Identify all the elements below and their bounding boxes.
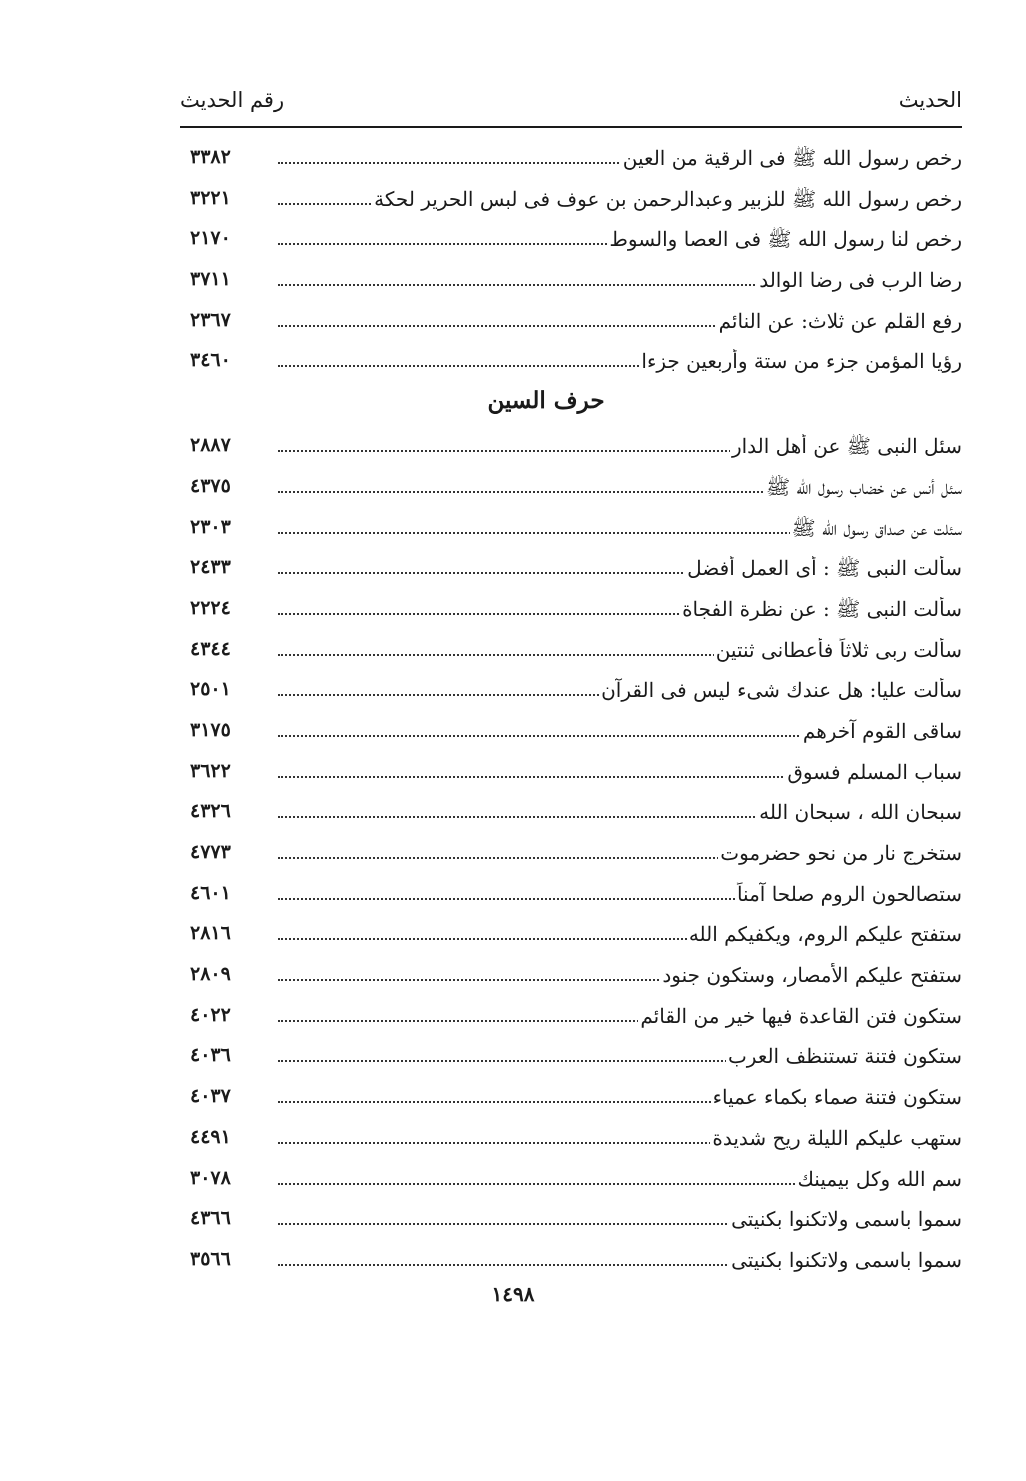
hadith-number: ٢٣٦٧	[190, 308, 231, 331]
hadith-number: ٣٥٦٦	[190, 1247, 231, 1270]
hadith-text: سألت ربى ثلاثاً فأعطانى ثنتين	[715, 637, 962, 662]
hadith-number: ٤٤٩١	[190, 1125, 231, 1148]
hadith-text: سموا باسمى ولاتكنوا بكنيتى	[731, 1247, 962, 1272]
hadith-text: سئل أنس عن خضاب رسول الله ﷺ	[764, 475, 962, 504]
hadith-text: ستكون فتنة صماء بكماء عمياء	[712, 1085, 962, 1110]
hadith-number: ٢٢٢٤	[190, 596, 231, 619]
list-item	[190, 998, 962, 1039]
hadith-text: رفع القلم عن ثلاث: عن النائم	[718, 308, 962, 333]
list-item	[190, 262, 962, 303]
hadith-number: ٢٤٣٣	[190, 556, 231, 579]
list-item	[190, 550, 962, 591]
hadith-number: ٢٣٠٣	[190, 515, 231, 538]
list-item	[190, 1201, 962, 1242]
list-item	[190, 632, 962, 673]
hadith-number: ٣١٧٥	[190, 718, 231, 741]
hadith-text: رخص لنا رسول الله ﷺ فى العصا والسوط	[607, 227, 962, 256]
hadith-text: سئل النبى ﷺ عن أهل الدار	[730, 434, 962, 463]
list-item	[190, 469, 962, 510]
hadith-text: ستفتح عليكم الأمصار، وستكون جنود	[662, 963, 962, 988]
list-item	[190, 916, 962, 957]
section-heading: حرف السين	[487, 387, 605, 415]
hadith-text: رضا الرب فى رضا الوالد	[759, 268, 962, 293]
hadith-text: سباب المسلم فسوق	[787, 759, 962, 784]
hadith-text: ستكون فتن القاعدة فيها خير من القائم	[640, 1003, 962, 1028]
list-item	[190, 835, 962, 876]
hadith-number: ٣٢٢١	[190, 186, 231, 209]
hadith-text: ساقى القوم آخرهم	[802, 718, 962, 743]
hadith-number: ٣٦٢٢	[190, 759, 231, 782]
list-item	[190, 1079, 962, 1120]
hadith-number: ٤٧٧٣	[190, 841, 231, 863]
hadith-index-list	[190, 140, 962, 1283]
page-header	[180, 84, 962, 128]
list-item	[190, 957, 962, 998]
hadith-text: رخص رسول الله ﷺ للزبير وعبدالرحمن بن عوف فى لبس الحرير لحكة	[372, 187, 962, 216]
list-item	[190, 140, 962, 181]
list-item	[190, 303, 962, 344]
list-item	[190, 1038, 962, 1079]
header-hadith-number-title: رقم الحديث	[180, 88, 285, 112]
page-number: ١٤٩٨	[491, 1282, 535, 1306]
hadith-number: ٣٧١١	[190, 268, 231, 291]
hadith-text: سألت النبى ﷺ : عن نظرة الفجاة	[680, 597, 962, 626]
hadith-text: ستفتح عليكم الروم، ويكفيكم الله	[688, 922, 962, 947]
hadith-number: ٤٠٣٦	[190, 1044, 231, 1067]
list-item	[190, 221, 962, 262]
list-item	[190, 591, 962, 632]
list-item	[190, 754, 962, 795]
hadith-text: سم الله وكل بيمينك	[797, 1166, 962, 1191]
hadith-number: ٢٨١٦	[190, 922, 231, 945]
hadith-text: ستكون فتنة تستنظف العرب	[727, 1044, 962, 1069]
list-item	[190, 428, 962, 469]
hadith-text: سموا باسمى ولاتكنوا بكنيتى	[731, 1207, 962, 1232]
list-item	[190, 672, 962, 713]
hadith-text: ستصالحون الروم صلحا آمناً	[736, 881, 962, 906]
list-item	[190, 1120, 962, 1161]
list-item	[190, 713, 962, 754]
list-item	[190, 1242, 962, 1283]
hadith-number: ٢٨٠٩	[190, 963, 231, 986]
hadith-text: سبحان الله ، سبحان الله	[759, 800, 962, 825]
hadith-number: ٤٣٢٦	[190, 800, 231, 823]
hadith-text: ستهب عليكم الليلة ريح شديدة	[712, 1125, 962, 1150]
hadith-number: ٣٤٦٠	[190, 349, 231, 372]
header-hadith-title: الحديث	[898, 88, 962, 112]
hadith-number: ٤٠٢٢	[190, 1003, 231, 1026]
hadith-number: ٣٣٨٢	[190, 146, 231, 168]
list-item	[190, 876, 962, 917]
hadith-text: سألت النبى ﷺ : أى العمل أفضل	[685, 556, 962, 585]
hadith-number: ٤٦٠١	[190, 881, 231, 904]
hadith-number: ٢١٧٠	[190, 227, 231, 250]
list-item	[190, 343, 962, 384]
hadith-text: رخص رسول الله ﷺ فى الرقية من العين	[621, 146, 962, 175]
hadith-text: سألت عليا: هل عندك شىء ليس فى القرآن	[601, 678, 962, 703]
hadith-number: ٢٥٠١	[190, 678, 231, 701]
list-item	[190, 181, 962, 222]
hadith-number: ٢٨٨٧	[190, 434, 231, 457]
hadith-number: ٤٣٧٥	[190, 474, 231, 497]
hadith-number: ٤٣٤٤	[190, 637, 231, 660]
hadith-number: ٤٠٣٧	[190, 1085, 231, 1108]
hadith-text: ستخرج نار من نحو حضرموت	[720, 841, 962, 865]
list-item	[190, 1161, 962, 1202]
list-item	[190, 510, 962, 551]
hadith-text: رؤيا المؤمن جزء من ستة وأربعين جزءا	[641, 349, 962, 374]
hadith-number: ٤٣٦٦	[190, 1207, 231, 1230]
list-item	[190, 794, 962, 835]
hadith-number: ٣٠٧٨	[190, 1166, 231, 1189]
hadith-text: سئلت عن صداق رسول الله ﷺ	[790, 516, 962, 545]
